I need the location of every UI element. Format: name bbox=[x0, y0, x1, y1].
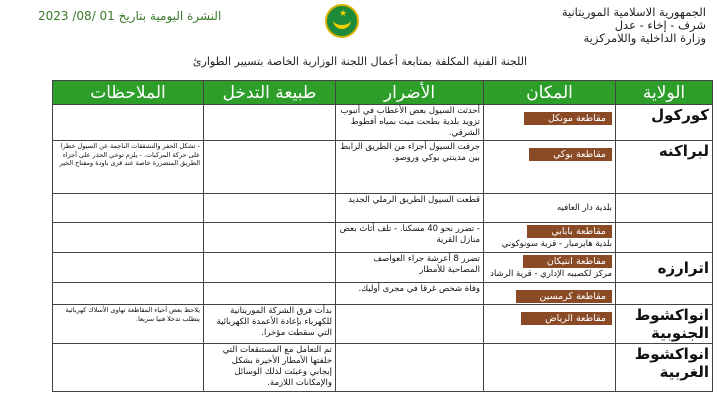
damage-cell: - تضرر نحو 40 مسكنا. - تلف أثاث بعض منازل القرية bbox=[336, 223, 484, 253]
report-table bbox=[52, 80, 713, 392]
damage-cell: وفاة شخص غرقا في مجرى أوليك. bbox=[336, 283, 484, 305]
district-tag: مقاطعة كرمسين bbox=[516, 290, 612, 303]
notes-cell bbox=[53, 253, 204, 283]
table-row bbox=[53, 344, 713, 392]
intervention-cell bbox=[204, 283, 336, 305]
wilaya-cell: كوركول bbox=[616, 105, 713, 141]
notes-cell bbox=[53, 283, 204, 305]
place-cell bbox=[484, 141, 616, 194]
intervention-cell: بدأت فرق الشركة الموريتانية للكهرباء بإعادة الأعمدة الكهربائية التي سقطت مؤخرا. bbox=[204, 305, 336, 344]
col-wilaya: الولاية bbox=[616, 81, 713, 105]
col-damage: الأضرار bbox=[336, 81, 484, 105]
place-cell bbox=[484, 194, 616, 223]
intervention-cell: تم التعامل مع المستنقعات التي خلفتها الأمطار الأخيرة بشكل إيجابي وعبئت لذلك الوسائل والإمكانات اللازمة. bbox=[204, 344, 336, 392]
notes-cell bbox=[53, 194, 204, 223]
table-row bbox=[53, 223, 713, 253]
notes-cell bbox=[53, 105, 204, 141]
place-cell bbox=[484, 305, 616, 344]
damage-cell: جرفت السيول أجزاء من الطريق الرابط بين مدينتي بوكي وروصو. bbox=[336, 141, 484, 194]
place-cell bbox=[484, 283, 616, 305]
place-cell bbox=[484, 253, 616, 283]
intervention-cell bbox=[204, 194, 336, 223]
place-text: بلدية هايرمبار - قرية سونوكوني bbox=[501, 239, 612, 249]
intervention-cell bbox=[204, 105, 336, 141]
table-row bbox=[53, 283, 713, 305]
table-row bbox=[53, 141, 713, 194]
district-tag: مقاطعة مونكل bbox=[524, 112, 612, 125]
wilaya-cell bbox=[616, 194, 713, 223]
table-row bbox=[53, 253, 713, 283]
bulletin-date: النشرة اليومية بتاريخ 01 /08/ 2023 bbox=[38, 9, 222, 23]
notes-cell: - تشكل الحفر والتشققات الناجمة عن السيول خطرا على حركة المركبات. - يلزم توخي الحذر على أجزاء الطريق المتضررة خاصة عند قرى باودة ومفتاح الخير bbox=[53, 141, 204, 194]
wilaya-cell: لبراكنه bbox=[616, 141, 713, 194]
intervention-cell bbox=[204, 253, 336, 283]
district-tag: مقاطعة الرياض bbox=[521, 312, 612, 325]
intervention-cell bbox=[204, 141, 336, 194]
wilaya-cell: انواكشوط الغربية bbox=[616, 344, 713, 392]
notes-cell: يلاحظ بعض أحياء المقاطعة تهاوى الأسلاك كهربائية يتطلب تدخلا فنيا سريعا. bbox=[53, 305, 204, 344]
intervention-cell bbox=[204, 223, 336, 253]
damage-cell bbox=[336, 305, 484, 344]
district-tag: مقاطعة بوكي bbox=[529, 148, 612, 161]
table-row bbox=[53, 305, 713, 344]
damage-cell bbox=[336, 344, 484, 392]
motto: شرف - إخاء - عدل bbox=[614, 18, 706, 32]
damage-cell: قطعت السيول الطريق الرملي الجديد bbox=[336, 194, 484, 223]
place-cell bbox=[484, 223, 616, 253]
page-title: اللجنة الفنية المكلفة بمتابعة أعمال اللجنة الوزارية الخاصة بتسيير الطوارئ bbox=[192, 55, 528, 68]
table-row bbox=[53, 105, 713, 141]
ministry-header bbox=[456, 6, 706, 45]
country-name: الجمهورية الاسلامية الموريتانية bbox=[561, 5, 706, 19]
wilaya-cell: اترارزه bbox=[616, 253, 713, 283]
place-text: بلدية دار العافيه bbox=[556, 203, 612, 213]
ministry-name: وزارة الداخلية واللامركزية bbox=[583, 31, 706, 45]
place-text: مركز لكصيبه الإداري - قرية الرشاد bbox=[490, 269, 612, 279]
table-row bbox=[53, 194, 713, 223]
national-emblem-icon: ★ bbox=[325, 4, 359, 38]
district-tag: مقاطعة انتيكان bbox=[523, 255, 612, 268]
place-cell bbox=[484, 105, 616, 141]
table-header-row bbox=[53, 81, 713, 105]
notes-cell bbox=[53, 344, 204, 392]
damage-cell: أحدثت السيول بعض الأعطاب في أنبوب تزويد بلدية بطحت ميت بمياه أفطوط الشرقي. bbox=[336, 105, 484, 141]
wilaya-cell: انواكشوط الجنوبية bbox=[616, 305, 713, 344]
col-intervention: طبيعة التدخل bbox=[204, 81, 336, 105]
wilaya-cell bbox=[616, 223, 713, 253]
col-notes: الملاحظات bbox=[53, 81, 204, 105]
damage-cell: تضرر 8 أعرشة جراء العواصف المصاحبة للأمطار bbox=[336, 253, 484, 283]
district-tag: مقاطعة بابابي bbox=[527, 225, 612, 238]
place-cell bbox=[484, 344, 616, 392]
col-place: المكان bbox=[484, 81, 616, 105]
notes-cell bbox=[53, 223, 204, 253]
wilaya-cell bbox=[616, 283, 713, 305]
